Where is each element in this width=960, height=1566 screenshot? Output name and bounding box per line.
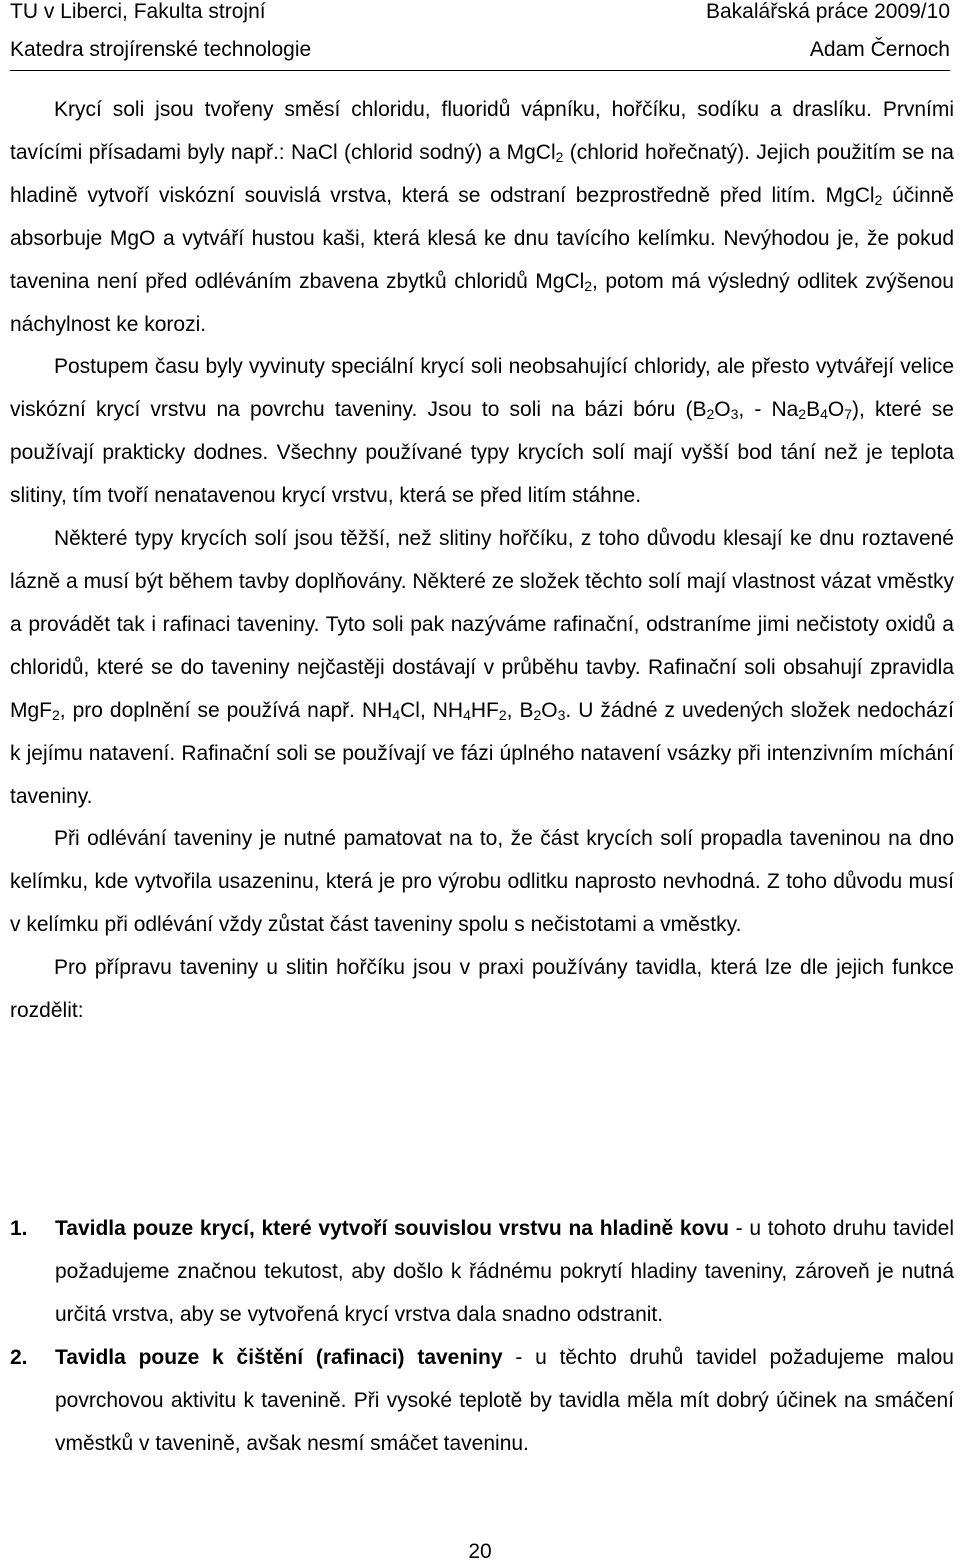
subscript: 2 bbox=[555, 148, 564, 165]
subscript: 4 bbox=[820, 406, 828, 423]
list-item-number: 2. bbox=[10, 1345, 28, 1369]
subscript: 2 bbox=[798, 406, 807, 423]
paragraph: Při odlévání taveniny je nutné pamatovat na to, že část krycích solí propadla taveninou na dno kelímku, kde vytvořila usazeninu, která je pro výrobu odlitku naprosto nevhodná. Z toho důvodu musí v kelímku při odlévání vždy zůstat část taveniny spolu s nečistotami a vměstky. bbox=[10, 827, 954, 937]
subscript: 2 bbox=[533, 706, 542, 723]
subscript: 2 bbox=[874, 191, 883, 208]
paragraph: Pro přípravu taveniny u slitin hořčíku jsou v praxi používány tavidla, která lze dle jejich funkce rozdělit: bbox=[10, 956, 954, 1023]
list-item-description: - u tohoto druhu tavidel požadujeme značnou tekutost, aby došlo k řádnému pokrytí hladiny taveniny, zároveň je nutná určitá vrstva, aby se vytvořená krycí vrstva dala snadno odstranit. bbox=[55, 1217, 954, 1326]
numbered-list bbox=[10, 1208, 954, 1465]
subscript: 7 bbox=[844, 406, 853, 423]
header-thesis-type: Bakalářská práce 2009/10 bbox=[706, 0, 950, 23]
list-item bbox=[10, 1337, 954, 1466]
subscript: 2 bbox=[706, 406, 715, 423]
list-item-description: - u těchto druhů tavidel požadujeme malou povrchovou aktivitu k tavenině. Při vysoké teplotě by tavidla měla mít dobrý účinek na smáčení vměstků v tavenině, avšak nesmí smáčet taveninu. bbox=[55, 1345, 954, 1455]
list-item-text bbox=[55, 1208, 954, 1337]
paragraph: Některé typy krycích solí jsou těžší, než slitiny hořčíku, z toho důvodu klesají ke dnu roztavené lázně a musí být během tavby doplňovány. Některé ze složek těchto solí mají vlastnost vázat vměstky a provádět tak i rafinaci taveniny. Tyto soli pak nazýváme rafinační, odstraníme jimi nečistoty oxidů a chloridů, které se do taveniny nejčastěji dostávají v průběhu tavby. Rafinační soli obsahují zpravidla MgF$_2$, pro doplnění se používá např. $NH_4Cl$, $NH_4HF_2$, $B_2O_3$. U žádné z uvedených složek nedochází k jejímu natavení. Rafinační soli se používají ve fázi úplného natavení vsázky při intenzivním míchání taveniny. bbox=[10, 527, 954, 808]
subscript: 4 bbox=[392, 706, 401, 723]
header-row-2 bbox=[10, 39, 950, 60]
header-department: Katedra strojírenské technologie bbox=[10, 38, 312, 61]
body-text bbox=[10, 89, 954, 1033]
page-number: 20 bbox=[468, 1540, 492, 1563]
subscript: 2 bbox=[584, 277, 593, 294]
paragraph: Krycí soli jsou tvořeny směsí chloridu, fluoridů vápníku, hořčíku, sodíku a draslíku. Prvními tavícími přísadami byly např.: NaCl (chlorid sodný) a MgCl$_2$ (chlorid hořečnatý). Jejich použitím se na hladině vytvoří viskózní souvislá vrstva, která se odstraní bezprostředně před litím. MgCl$_2$ účinně absorbuje MgO a vytváří hustou kaši, která klesá ke dnu tavícího kelímku. Nevýhodou je, že pokud tavenina není před odléváním zbavena zbytků chloridů MgCl$_2$, potom má výsledný odlitek zvýšenou náchylnost ke korozi. bbox=[10, 98, 954, 336]
page-header bbox=[10, 0, 950, 72]
header-row-1 bbox=[10, 1, 950, 22]
list-item-text bbox=[55, 1337, 954, 1466]
subscript: 4 bbox=[463, 706, 471, 723]
subscript: 3 bbox=[557, 706, 566, 723]
list-item bbox=[10, 1208, 954, 1337]
list-item-heading: Tavidla pouze krycí, které vytvoří souvislou vrstvu na hladině kovu bbox=[55, 1217, 729, 1240]
list-item-number: 1. bbox=[10, 1217, 28, 1240]
header-divider bbox=[10, 70, 950, 71]
header-university: TU v Liberci, Fakulta strojní bbox=[10, 0, 266, 23]
subscript: 3 bbox=[730, 406, 739, 423]
header-author: Adam Černoch bbox=[809, 38, 950, 61]
subscript: 2 bbox=[498, 706, 507, 723]
list-item-heading: Tavidla pouze k čištění (rafinaci) taveniny bbox=[55, 1345, 503, 1369]
subscript: 2 bbox=[52, 706, 60, 723]
paragraph: Postupem času byly vyvinuty speciální krycí soli neobsahující chloridy, ale přesto vytvářejí velice viskózní krycí vrstvu na povrchu taveniny. Jsou to soli na bázi bóru ($B_2O_3$, - $Na_2B_4O_7$), které se používají prakticky dodnes. Všechny používané typy krycích solí mají vyšší bod tání než je teplota slitiny, tím tvoří nenatavenou krycí vrstvu, která se před litím stáhne. bbox=[10, 355, 954, 508]
